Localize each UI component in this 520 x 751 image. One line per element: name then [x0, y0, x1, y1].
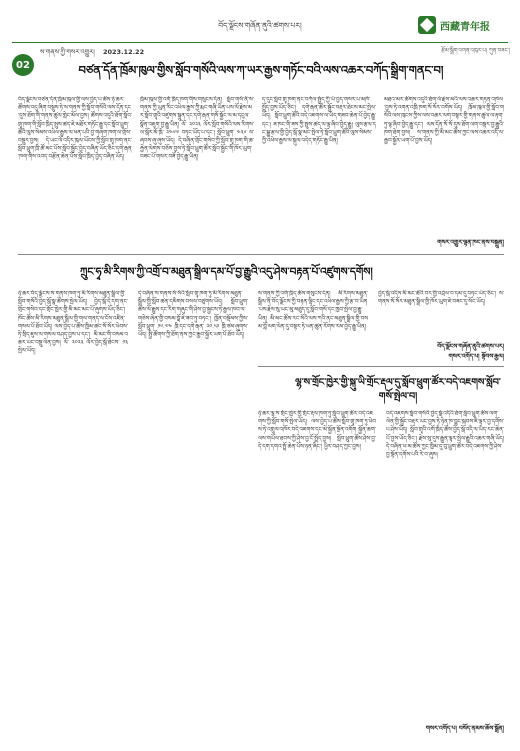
center-title: བོད་ལྗོངས་གཞོན་ནུའི་ཚགས་པར།	[218, 21, 302, 30]
logo-text: 西藏青年报	[440, 21, 490, 33]
article1-col4: མཐའ་མར་ཚོགས་འདུའི་ཐོག་ལོ་རྗེས་མའི་ལས་འཆར་གཏན་འཁེལ་བྱས་ཏེ་འགན་འཁྲི་ཁག་སོ་སོར་བགོས་ཡོད། ཁྲོམ་ཁུལ་གྱི་སློབ་གསོའི་ལས་ཁུངས་ཀྱིས་ལས་འཆར་ལག་བསྟར་གྱི་གནས་ཚུལ་ལ་རྟག་ཏུ་ལྟ་ཞིབ་བྱེད་རྒྱུ་དང་། ལས་དོན་སོ་སོ་དུས་ཐོག་ལག་བསྟར་བྱ་རྒྱུའི་ཁག་ཐེག་བྱས། ས་གནས་ཀྱི་མི་མང་ཚོས་ཀྱང་ལས་འཆར་འདི་ལ་རྒྱབ་སྐྱོར་ཡག་པོ་བྱས་ཡོད།	[384, 97, 504, 145]
article3-col1: ཉེ་ཆར་ལྷ་ས་གྲོང་ཁྱེར་གྱི་གྲོང་རྡལ་ཁག་ཏུ་སློབ་ཕྲུག་ཚོར་བདེ་འཇགས་ཀྱི་སློབ་གསོ་སྤེལ་ཡོད། ལས་བྱེད་པ་ཚོས་སློབ་གྲྭ་ཁག་ཏུ་ཕེབས་ཏེ་འགྲུལ་འཁོར་བདེ་འཇགས་དང་མེ་སྐྱོན་སྔོན་འགོག སྐྱོན་ཆག་ལས་གཡོལ་ཐབས་ཀྱི་ཤེས་བྱ་ངོ་སྤྲོད་བྱས། སློབ་ཕྲུག་ཚོས་ཤེས་བྱ་དེ་དག་དགའ་སྤྲོ་ཆེན་པོས་ཉན་ཞིང་། ཕྱིར་བཤད་ཀྱང་བྱས།	[258, 411, 376, 450]
section-label: ས་གནས་ཀྱི་གསར་འགྱུར།	[40, 48, 95, 56]
article2-col3: ས་གནས་ཀྱི་འགོ་ཁྲིད་ཚོས་གསུངས་དོན། མི་རིགས་མཐུན་སྒྲིལ་ནི་བོད་ལྗོངས་ཀྱི་བརྟན་ལྷིང་དང་འཕེལ་རྒྱས་ཀྱི་རྩ་བ་ཡིན་པས་རྗེས་སུ་ཡང་མུ་མཐུད་དུ་སློབ་གསོ་དང་ཁྱབ་སྤེལ་བྱ་རྒྱུ་ཡིན། མི་མང་ཚོས་རང་སོའི་ལས་ཀའི་ནང་མཐུན་སྒྲིལ་གྱི་བསམ་བློ་ལག་ལེན་དུ་བསྟར་ཏེ་ཕན་ཚུན་རོགས་རམ་བྱེད་རྒྱུ་ཡིན།	[258, 291, 368, 330]
article1-col1: བོད་ལྗོངས་བཙན་དོན་ཁྲོམ་ཁུལ་གྱི་ལས་བྱེད་པ་ཚོས་ཉེ་ཆར་ཚོགས་འདུ་ཞིག་བསྡུས་ཏེ་ས་གནས་ཀྱི་སློབ་གསོའི་ལས་དོན་དང་དུས་ཐོག་གི་གནས་ཚུལ་གླེང་མོལ་བྱས། ཚོགས་འདུའི་ཐོག་སློབ་གྲྭ་ཁག་གི་སློབ་ཁྲིད་སྤུས་ཚད་ཇེ་མཐོར་གཏོང་རྒྱུ་དང་སློབ་ཕྲུག་ཚོའི་ལུས་སེམས་འཕེལ་རྒྱས་ལ་ཕན་པའི་བྱ་གཞག་ཁག་ལ་གྲོས་བསྡུར་བྱས། དེ་ཡང་ལོ་འདིར་ཁུལ་ཡོངས་ཀྱི་སློབ་གྲྭ་ཁག་ནང་སློབ་ཕྲུག་ཁྲི་ཚོ་མང་པོས་སློབ་སྦྱོང་བྱེད་བཞིན་ཡོད་ཅིང་དགེ་རྒན་ཁག་གིས་འབད་བརྩོན་ཆེན་པོས་སློབ་ཁྲིད་བྱེད་བཞིན་ཡོད།	[18, 97, 132, 161]
article2-byline2: གསར་འགོད་པ། སྟོབས་རྒྱལ།	[448, 353, 504, 360]
article2-headline: ཀྲུང་ཧྭ་མི་རིགས་ཀྱི་འགྲོ་བ་མཐུན་སྒྲིལ་དམ་པོ་བྱ་རྒྱུའི་འདུ་ཤེས་བརྟན་པོ་འཛུགས་དགོས།	[80, 266, 373, 278]
logo-icon	[418, 16, 436, 34]
editor-line: རྩོམ་སྒྲིག་འགན་འཁུར་པ། ཀུན་བཟང་།	[441, 48, 510, 54]
article1-col2: ཁྲོམ་ཁུལ་གྱི་འགོ་ཁྲིད་ཁག་གིས་གསུངས་དོན། སློབ་གསོ་ནི་ས་གནས་ཀྱི་ཡུན་རིང་འཕེལ་རྒྱས་ཀྱི་རྨང་གཞི་ཡིན་པས་ལོ་རྗེས་མར་སློབ་གྲྭའི་འཛུགས་སྐྲུན་དང་དགེ་རྒན་གསོ་སྐྱོང་ལ་མ་དངུལ་སྣོན་འཇུག་བྱ་རྒྱུ་ཡིན། ལོ་ ༢༠༢༣ ལོར་སློབ་གསོའི་ལས་རིགས་ལ་སྒོར་མོ་ཁྲི་ ༢༤༦༧ བཏང་ཡོད་པ་དང་། སློབ་ཕྲུག་ ༤༣༦ ལ་ཞབས་ཞུ་ཞུས་ཡོད། དེ་བཞིན་གྲོང་གསེབ་ཀྱི་སློབ་གྲྭ་ཁག་གི་ཆ་རྐྱེན་ལེགས་བཅོས་བྱས་ཏེ་སློབ་ཕྲུག་ཚོར་སློབ་སྦྱོང་གི་ཁོར་ཡུག་བཟང་པོ་གསར་བཟོ་བྱེད་རྒྱུ་ཡིན།	[140, 97, 254, 161]
article2-col4: བྱེད་སྒོ་འདིས་མི་མང་ཚོའི་བར་གྱི་འབྲེལ་བ་དམ་དུ་བཏང་ཡོད་ཅིང་། ས་གནས་སོ་སོར་མཐུན་སྒྲིལ་གྱི་ཁོར་ཡུག་ཇེ་བཟང་དུ་སོང་ཡོད།	[378, 291, 504, 306]
article3-byline: གསར་འགོད་པ། བསོད་ནམས་ཆོས་སྒྲོན།	[425, 725, 504, 732]
article3-divider	[258, 366, 504, 367]
article3-headline: ལྷ་ས་གྲོང་ཁྱེར་གྱི་སྐུ་ཡི་གྲོང་རྡལ་དུ་སློབ་ཕྲུག་ཚོར་བདེ་འཇགས་སློབ་གསོ་སྤེལ་བ།	[295, 377, 501, 402]
article1-col3: ད་དུང་སློབ་གྲྭ་ཁག་ནང་བཀོལ་སྤྱོད་ཀྱི་ཡོ་བྱད་གསར་པ་མཁོ་སྤྲོད་བྱས་ཡོད་ཅིང་། དགེ་རྒན་ཚོར་སྦྱོང་བརྡར་ཐེངས་མང་སྤེལ་ཡོད། སློབ་ཕྲུག་ཚོའི་བདེ་འཇགས་ལ་ཡིད་གཟབ་ཆེན་པོ་བྱེད་རྒྱུ་དང་། ཟ་ཁང་གི་ཟས་ཀྱི་སྤུས་ཚད་ལ་ལྟ་ཞིབ་བྱེད་རྒྱུ། ལུས་རྩལ་དང་སྒྱུ་རྩལ་གྱི་བྱེད་སྒོ་སྣ་མང་སྤེལ་ཏེ་སློབ་ཕྲུག་ཚོའི་ལུས་སེམས་ཀྱི་འཕེལ་རྒྱས་ལ་སྐུལ་འདེད་གཏོང་རྒྱུ་ཡིན།	[262, 97, 376, 145]
article1-headline: བཙན་དོན་ཁྲོམ་ཁུལ་གྱིས་སློབ་གསོའི་ལས་ཀ་ཡར་རྒྱས་གཏོང་བའི་ལས་འཆར་བཀོད་སྒྲིག་གནང་བ།	[78, 63, 444, 77]
article2-col1: ཉེ་ཆར་བོད་ལྗོངས་ས་གནས་ཁག་ཏུ་མི་རིགས་མཐུན་སྒྲིལ་གྱི་སློབ་གསོའི་བྱེད་སྒོ་སྣ་ཚོགས་སྤེལ་ཡོད། བྱེད་སྒོ་དེ་དག་ནང་གྲོང་གསེབ་དང་གྲོང་ཁྱེར་གྱི་མི་མང་མང་པོ་ཞུགས་ཡོད་ཅིང་། ཁོང་ཚོས་མི་རིགས་མཐུན་སྒྲིལ་གྱི་གལ་གནད་ལ་ངོས་འཛིན་གསལ་པོ་ཐོབ་ཡོད། ལས་བྱེད་པ་ཚོས་ཁྱིམ་ཚང་སོ་སོར་ཕེབས་ཏེ་སྲིད་ཇུས་ལ་གསལ་བཤད་བྱས་པ་དང་། མི་མང་གི་བསམ་འཆར་ཡང་བསྡུ་ལེན་བྱས། ལོ་ ༢༠༢༣ ལོར་བྱེད་སྒོ་ཐེངས་ ༡༣ སྤེལ་ཡོད།	[18, 291, 128, 355]
article2-col2: དེ་བཞིན་ས་གནས་སོ་སོའི་སློབ་གྲྭ་ཁག་ཏུ་མི་རིགས་མཐུན་སྒྲིལ་གྱི་སློབ་ཚན་དམིགས་བསལ་བཙུགས་ཡོད། སློབ་ཕྲུག་ཚོས་ལོ་རྒྱུས་དང་རིག་གཞུང་གི་ཤེས་བྱ་སྦྱངས་ཏེ་རྒྱལ་ཁབ་ལ་གཅེས་ཞེན་གྱི་བསམ་བློ་ཇེ་ཟབ་ཏུ་བཏང་། ཁྱོན་བསྡོམས་ཀྱིས་སློབ་ཕྲུག་ ༡༦.༧༤ ཁྲི་དང་དགེ་རྒན་ ༢༠.༥༩ ཁྲི་ཙམ་ཞུགས་ཡོད། སྤྱི་ཚོགས་ཀྱི་ཐོག་ནས་ཀྱང་རྒྱབ་སྐྱོར་ཡག་པོ་ཐོབ་ཡོད།	[138, 291, 248, 339]
date-row	[40, 44, 144, 63]
top-rule	[12, 42, 508, 43]
article2-byline1: བོད་ལྗོངས་གཞོན་ནུའི་ཚགས་པར།	[437, 343, 504, 350]
article1-byline: གསར་འགྱུར་ལྷན་ཁང་ནས་བསྐྲུན།	[437, 239, 504, 246]
article3-col2: བདེ་འཇགས་སློབ་གསོའི་བྱེད་སྒོ་འདིའི་ཐོག་སློབ་ཕྲུག་ཚོས་ལག་ལེན་གྱི་སྦྱོང་བརྡར་ཡང་བྱས་ཏེ་ཉེན་ཁ་བྱུང་སྐབས་ཇི་ལྟར་བྱ་དགོས་པ་ཤེས་ཡོད། སློབ་གྲྭའི་འགོ་ཁྲིད་ཚོས་བྱེད་སྒོ་འདི་ལ་ཡིད་རང་ཆེན་པོ་བྱས་ཡོད་ཅིང་། རྗེས་སུ་དུས་རྒྱུན་ལྟར་སྤེལ་རྒྱུའི་འཆར་གཞི་ཡོད། དེ་བཞིན་ཕ་མ་ཚོས་ཀྱང་ཁྱིམ་དུ་བུ་ཕྲུག་ཚོར་བདེ་འཇགས་ཀྱི་ཤེས་བྱ་སྟོན་དགོས་པའི་རེ་བ་ཞུས།	[386, 411, 504, 459]
issue-date: 2023.12.22	[102, 48, 145, 56]
section-divider	[18, 254, 504, 255]
newspaper-logo	[418, 14, 508, 36]
page-number: 02	[12, 54, 34, 76]
